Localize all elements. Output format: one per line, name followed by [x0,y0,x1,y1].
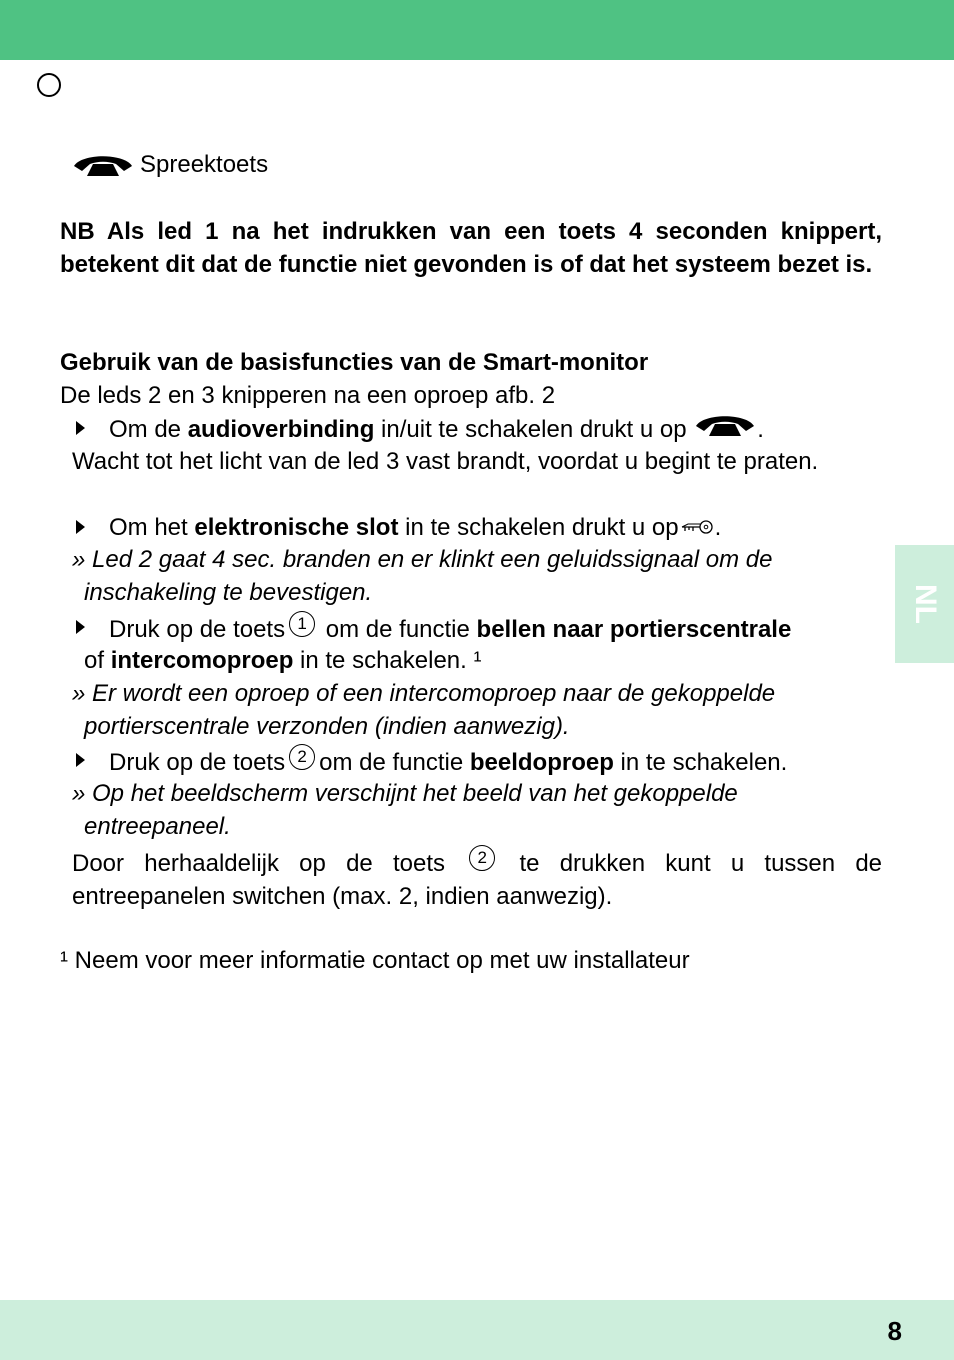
bullet-audio-text: Om de audioverbinding in/uit te schakelen drukt u op . [109,412,764,446]
phone-handset-icon [693,412,757,438]
bullet-audio-continuation: Wacht tot het licht van de led 3 vast brandt, voordat u begint te praten. [72,448,819,475]
bullet-video-call [60,744,882,779]
key-2-badge: 2 [289,744,315,770]
bullet-lock-text: Om het elektronische slot in te schakelen drukt u op . [109,514,722,541]
arrow-right-icon [76,620,85,634]
key-2-badge: 2 [469,845,495,871]
legend-label: Spreektoets [140,151,269,178]
bullet-video-call-text: Druk op de toets 2 om de functie beeldoproep in te schakelen. [109,744,787,779]
bullet-call-concierge-continuation: of intercomoproep in te schakelen. ¹ [84,647,482,674]
footnote: ¹ Neem voor meer informatie contact op met uw installateur [60,947,690,974]
bullet-call-concierge-result: » Er wordt een oproep of een intercomoproep naar de gekoppelde portierscentrale verzonden (indien aanwezig). [72,680,776,740]
bullet-call-concierge [60,611,882,646]
bullet-lock-result: » Led 2 gaat 4 sec. branden en er klinkt een geluidssignaal om de inschakeling te bevestigen. [72,546,773,606]
key-1-badge: 1 [289,611,315,637]
arrow-right-icon [76,520,85,534]
bullet-video-call-result: » Op het beeldscherm verschijnt het beeld van het gekoppelde entreepaneel. [72,780,738,840]
arrow-right-icon [76,421,85,435]
page-number: 8 [887,1316,902,1346]
bullet-audio [60,412,882,446]
legend-speak-key [72,148,894,181]
phone-handset-icon [72,152,134,178]
bullet-call-concierge-text: Druk op de toets 1 om de functie bellen naar portierscentrale [109,611,791,646]
language-tab [895,545,954,663]
corner-circle-mark [37,73,61,97]
section-intro: De leds 2 en 3 knipperen na een oproep afb. 2 [60,382,556,409]
top-bar [0,0,954,60]
language-tab-label: NL [908,584,942,624]
bullet-lock [60,511,882,544]
switch-panels-paragraph: Door herhaaldelijk op de toets 2 te drukken kunt u tussen de entreepanelen switchen (max. 2, indien aanwezig). [72,845,882,913]
section-heading: Gebruik van de basisfuncties van de Smart-monitor [60,349,649,376]
note-paragraph: NB Als led 1 na het indrukken van een toets 4 seconden knippert, betekent dit dat de functie niet gevonden is of dat het systeem bezet is. [60,218,882,278]
arrow-right-icon [76,753,85,767]
bottom-bar [0,1300,954,1360]
key-icon [679,519,715,535]
